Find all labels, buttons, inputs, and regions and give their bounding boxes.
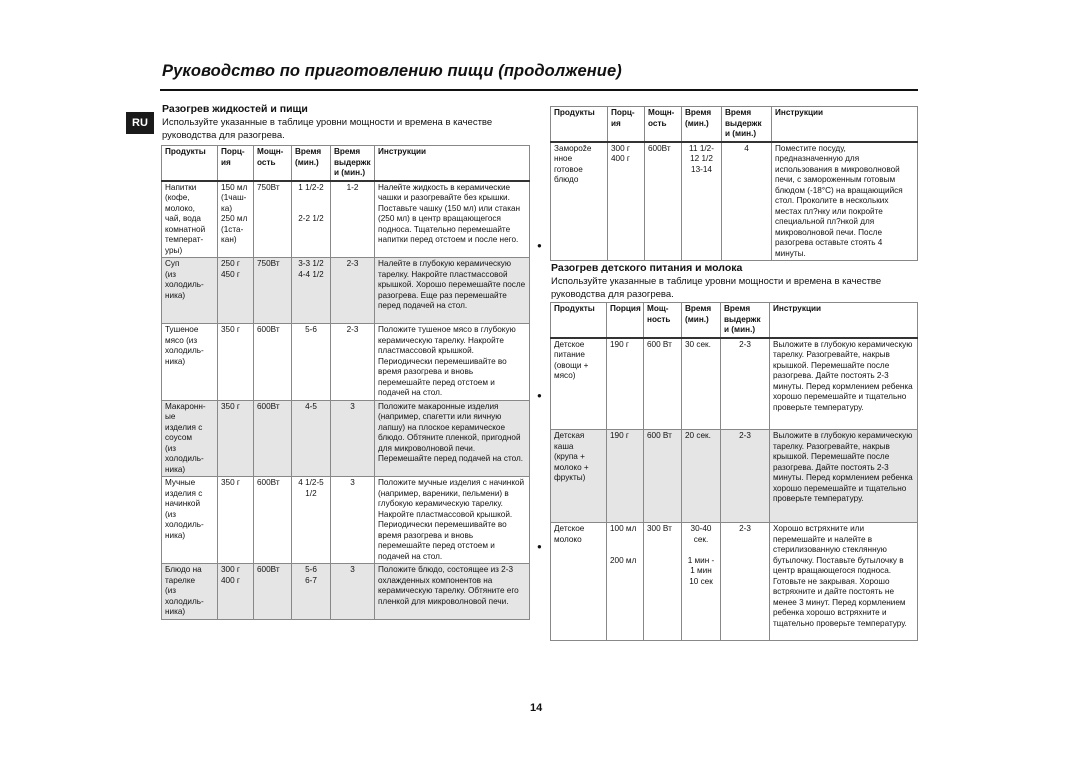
cell-time: 4 1/2-5 1/2 <box>292 477 331 564</box>
page-title: Руководство по приготовлению пищи (продолжение) <box>162 62 622 80</box>
table-header-row <box>162 146 530 181</box>
col-header-portion: Порц- ия <box>218 146 254 181</box>
cell-time: 30-40 сек. 1 мин - 1 мин 10 сек <box>682 523 721 641</box>
cell-portion: 250 г 450 г <box>218 258 254 324</box>
cell-product: Мучные изделия с начинкой (из холодиль- ника) <box>162 477 218 564</box>
cell-power: 600 Вт <box>644 338 682 430</box>
table-header-row <box>551 303 918 338</box>
table-header-row <box>551 107 918 142</box>
col-header-power: Мощн- ость <box>645 107 682 142</box>
col-header-product: Продукты <box>551 303 607 338</box>
cell-instructions: Налейте в глубокую керамическую тарелку. Накройте пластмассовой крышкой. Хорошо перемешайте после разогрева. Еще раз перемешайте перед подачей на стол. <box>375 258 530 324</box>
bullet-dot: ● <box>537 542 542 551</box>
cell-power: 600Вт <box>645 142 682 261</box>
cell-standing: 2-3 <box>721 430 770 523</box>
cell-standing: 1-2 <box>331 181 375 258</box>
col-header-power: Мощ- ность <box>644 303 682 338</box>
cell-portion: 190 г <box>607 430 644 523</box>
cell-product: Детская каша (крупа + молоко + фрукты) <box>551 430 607 523</box>
col-header-standing: Время выдержк и (мин.) <box>722 107 772 142</box>
liquids-section-title: Разогрев жидкостей и пищи <box>162 103 308 115</box>
cell-standing: 2-3 <box>331 258 375 324</box>
cell-instructions: Выложите в глубокую керамическую тарелку. Разогревайте, накрыв крышкой. Перемешайте после разогрева. Дайте постоять 2-3 минуты. Перед кормлением ребенка хорошо перемешайте и тщательно проверьте температуру. <box>770 338 918 430</box>
cell-power: 750Вт <box>254 181 292 258</box>
cell-power: 750Вт <box>254 258 292 324</box>
bullet-dot: ● <box>537 241 542 250</box>
baby-intro: Используйте указанные в таблице уровни мощности и времена в качестве руководства для разогрева. <box>551 276 882 300</box>
cell-portion: 190 г <box>607 338 644 430</box>
cell-portion: 300 г 400 г <box>608 142 645 261</box>
cell-time: 5-6 <box>292 324 331 401</box>
cell-product: Блюдо на тарелке (из холодиль- ника) <box>162 564 218 620</box>
cell-time: 5-6 6-7 <box>292 564 331 620</box>
col-header-portion: Порц- ия <box>608 107 645 142</box>
cell-instructions: Положите макаронные изделия (например, спагетти или яичную лапшу) на плоское керамическое блюдо. Обтяните пленкой, пригодной для микроволновой печи. Перемешайте перед подачей на стол. <box>375 400 530 477</box>
cell-time: 30 сек. <box>682 338 721 430</box>
col-header-standing: Время выдержк и (мин.) <box>721 303 770 338</box>
table-row <box>162 181 530 258</box>
col-header-instructions: Инструкции <box>770 303 918 338</box>
cell-portion: 300 г 400 г <box>218 564 254 620</box>
cell-instructions: Положите блюдо, состоящее из 2-3 охлажденных компонентов на керамическую тарелку. Обтяните его пленкой для микроволновой печи. <box>375 564 530 620</box>
table-row <box>162 564 530 620</box>
table-row <box>162 400 530 477</box>
cell-power: 600Вт <box>254 477 292 564</box>
cell-portion: 350 г <box>218 324 254 401</box>
cell-power: 600Вт <box>254 400 292 477</box>
table-row <box>551 430 918 523</box>
cell-power: 600 Вт <box>644 430 682 523</box>
col-header-portion: Порция <box>607 303 644 338</box>
cell-product: Тушеное мясо (из холодиль- ника) <box>162 324 218 401</box>
cell-instructions: Положите мучные изделия с начинкой (например, вареники, пельмени) в глубокую керамическую тарелку. Накройте пластмассовой крышкой. Периодически перемешивайте во время разогрева и вновь перемешайте перед отстоем и подачей на стол. <box>375 477 530 564</box>
cell-product: Напитки (кофе, молоко, чай, вода комнатной температ- уры) <box>162 181 218 258</box>
cell-time: 1 1/2-2 2-2 1/2 <box>292 181 331 258</box>
baby-section-title: Разогрев детского питания и молока <box>551 262 743 274</box>
cell-product: Макаронн- ые изделия с соусом (из холодиль- ника) <box>162 400 218 477</box>
col-header-product: Продукты <box>551 107 608 142</box>
cell-product: Заморože нное готовое блюдо <box>551 142 608 261</box>
cell-instructions: Выложите в глубокую керамическую тарелку. Разогревайте, накрыв крышкой. Перемешайте после разогрева. Дайте постоять 2-3 минуты. Перед кормлением ребенка хорошо перемешайте и тщательно проверьте температуру. <box>770 430 918 523</box>
cell-standing: 4 <box>722 142 772 261</box>
col-header-time: Время (мин.) <box>292 146 331 181</box>
cell-portion: 150 мл (1чаш- ка) 250 мл (1ста- кан) <box>218 181 254 258</box>
cell-product: Детское молоко <box>551 523 607 641</box>
col-header-instructions: Инструкции <box>772 107 918 142</box>
col-header-product: Продукты <box>162 146 218 181</box>
table-row <box>162 258 530 324</box>
cell-product: Суп (из холодиль- ника) <box>162 258 218 324</box>
table-row <box>551 338 918 430</box>
col-header-instructions: Инструкции <box>375 146 530 181</box>
cell-standing: 2-3 <box>721 338 770 430</box>
col-header-time: Время (мин.) <box>682 303 721 338</box>
page-number: 14 <box>530 702 543 714</box>
bullet-dot: ● <box>537 391 542 400</box>
cell-standing: 3 <box>331 400 375 477</box>
table-row <box>551 523 918 641</box>
cell-standing: 3 <box>331 564 375 620</box>
language-badge: RU <box>126 112 154 134</box>
cell-time: 3-3 1/2 4-4 1/2 <box>292 258 331 324</box>
cell-power: 600Вт <box>254 564 292 620</box>
cell-instructions: Налейте жидкость в керамические чашки и разогревайте без крышки. Поставьте чашку (150 мл) или стакан (250 мл) в центр вращающегося подноса. Тщательно перемешайте напитки перед отстоем и после него. <box>375 181 530 258</box>
liquids-table <box>161 145 530 620</box>
cell-power: 300 Вт <box>644 523 682 641</box>
cell-time: 20 сек. <box>682 430 721 523</box>
table-row <box>162 324 530 401</box>
baby-food-table <box>550 302 918 641</box>
cell-instructions: Положите тушеное мясо в глубокую керамическую тарелку. Накройте пластмассовой крышкой. Периодически перемешивайте во время разогрева и вновь перемешайте перед отстоем и подачей на стол. <box>375 324 530 401</box>
title-rule <box>160 89 918 91</box>
liquids-intro: Используйте указанные в таблице уровни мощности и времена в качестве руководства для разогрева. <box>162 117 493 141</box>
cell-time: 4-5 <box>292 400 331 477</box>
cell-instructions: Хорошо встряхните или перемешайте и налейте в стерилизованную стеклянную бутылочку. Поставьте бутылочку в центр вращающегося подноса. Готовьте не закрывая. Хорошо встряхните и дайте постоять не менее 3 минут. Перед кормлением ребенка хорошо встряхните и тщательно проверьте температуру. <box>770 523 918 641</box>
table-row <box>551 142 918 261</box>
cell-power: 600Вт <box>254 324 292 401</box>
col-header-time: Время (мин.) <box>682 107 722 142</box>
frozen-meal-table <box>550 106 918 261</box>
cell-standing: 2-3 <box>331 324 375 401</box>
cell-portion: 350 г <box>218 400 254 477</box>
cell-portion: 350 г <box>218 477 254 564</box>
cell-time: 11 1/2- 12 1/2 13-14 <box>682 142 722 261</box>
cell-product: Детское питание (овощи + мясо) <box>551 338 607 430</box>
col-header-power: Мощн- ость <box>254 146 292 181</box>
col-header-standing: Время выдержк и (мин.) <box>331 146 375 181</box>
table-row <box>162 477 530 564</box>
cell-standing: 3 <box>331 477 375 564</box>
cell-standing: 2-3 <box>721 523 770 641</box>
cell-instructions: Поместите посуду, предназначенную для использования в микроволновой печи, с замороженным готовым блюдом (-18°С) на вращающийся стол. Проколите в нескольких местах пл?нку или покройте специальной пл?нкой для микроволновой печи. После разогрева оставьте стоять 4 минуты. <box>772 142 918 261</box>
cell-portion: 100 мл 200 мл <box>607 523 644 641</box>
